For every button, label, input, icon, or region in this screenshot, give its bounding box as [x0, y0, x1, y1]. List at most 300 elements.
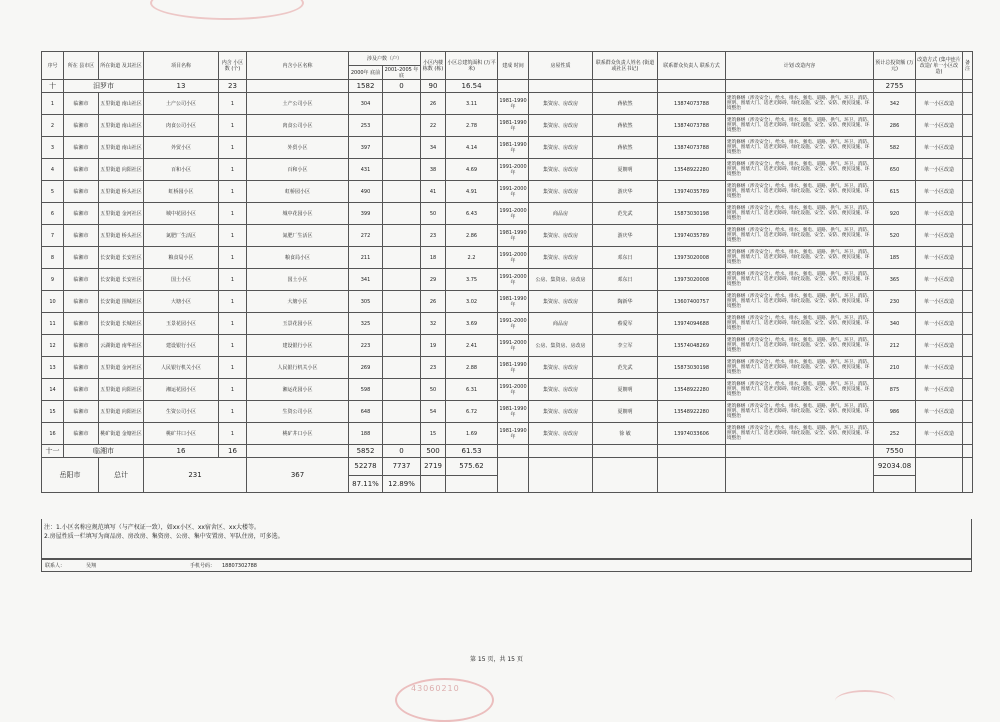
row-city: 临湘市 — [64, 93, 99, 115]
row-project: 肉食公司小区 — [144, 115, 219, 137]
row-type: 集资房、房改房 — [529, 115, 593, 137]
row-type: 商品房 — [529, 313, 593, 335]
row-h2000: 253 — [349, 115, 383, 137]
row-contact-phone: 13973020008 — [658, 247, 726, 269]
row-buildings: 22 — [421, 115, 446, 137]
row-mode: 单一小区改造 — [916, 225, 963, 247]
total-city: 岳阳市 — [42, 458, 99, 493]
row-seq: 6 — [42, 203, 64, 225]
row-project: 玉景花园小区 — [144, 313, 219, 335]
row-invest: 615 — [874, 181, 916, 203]
row-street: 五里街道 南山社区 — [99, 93, 144, 115]
row-h2001 — [383, 313, 421, 335]
row-area: 2.2 — [446, 247, 498, 269]
row-h2001 — [383, 137, 421, 159]
row-project: 生资公司小区 — [144, 401, 219, 423]
row-count: 1 — [219, 313, 247, 335]
page-number: 第 15 页，共 15 页 — [470, 656, 523, 663]
row-subname: 大塘小区 — [247, 291, 349, 313]
row-buildings: 50 — [421, 379, 446, 401]
contact-phone-label: 手机号码： — [190, 563, 216, 569]
row-contact-name: 李立军 — [593, 335, 658, 357]
total-count: 231 — [144, 458, 247, 493]
row-remark — [963, 313, 973, 335]
row-contact-phone: 13874073788 — [658, 93, 726, 115]
row-seq: 10 — [42, 291, 64, 313]
col-invest: 预计总投资额 (万元) — [874, 52, 916, 80]
row-remark — [963, 291, 973, 313]
row-mode: 单一小区改造 — [916, 291, 963, 313]
total-label: 总计 — [99, 458, 144, 493]
row-mode: 单一小区改造 — [916, 401, 963, 423]
row-invest: 920 — [874, 203, 916, 225]
row-plan: 建筑修缮（涉及安全）、给水、排水、强电、道路、供气、环卫、消防、照明、围墙大门、适老无障碍、绿化设施、安全、安防、便民设施、环境整治 — [726, 313, 874, 335]
row-buildings: 29 — [421, 269, 446, 291]
col-remark: 备注 — [963, 52, 973, 80]
row-contact-name: 蔡爱军 — [593, 313, 658, 335]
row-project: 氮肥厂生活区 — [144, 225, 219, 247]
header-row — [42, 52, 973, 66]
row-year: 1991-2000 年 — [498, 203, 529, 225]
row-plan: 建筑修缮（涉及安全）、给水、排水、强电、道路、供气、环卫、消防、照明、围墙大门、适老无障碍、绿化设施、安全、安防、便民设施、环境整治 — [726, 401, 874, 423]
table-row — [42, 379, 973, 401]
total-area: 575.62 — [446, 458, 498, 476]
contact-phone: 18807302788 — [222, 563, 257, 569]
table-row — [42, 115, 973, 137]
notes — [41, 519, 972, 559]
row-h2001 — [383, 247, 421, 269]
row-h2000: 341 — [349, 269, 383, 291]
row-area: 3.02 — [446, 291, 498, 313]
row-invest: 520 — [874, 225, 916, 247]
row-street: 五里街道 金河社区 — [99, 203, 144, 225]
row-city: 临湘市 — [64, 203, 99, 225]
row-count: 1 — [219, 357, 247, 379]
row-buildings: 15 — [421, 423, 446, 445]
table-row — [42, 225, 973, 247]
contact-row — [41, 559, 972, 572]
row-contact-name: 蒋依然 — [593, 115, 658, 137]
section-count: 13 — [144, 80, 219, 93]
row-project: 粮食局小区 — [144, 247, 219, 269]
col-city: 所在 县市区 — [64, 52, 99, 80]
section-area: 61.53 — [446, 445, 498, 458]
row-remark — [963, 335, 973, 357]
col-contact-name: 联系群众负责人姓名 (街道或社区书记) — [593, 52, 658, 80]
row-remark — [963, 159, 973, 181]
row-h2000: 399 — [349, 203, 383, 225]
row-plan: 建筑修缮（涉及安全）、给水、排水、强电、道路、供气、环卫、消防、照明、围墙大门、适老无障碍、绿化设施、安全、安防、便民设施、环境整治 — [726, 93, 874, 115]
total-percent-2001: 12.89% — [383, 476, 421, 493]
row-invest: 340 — [874, 313, 916, 335]
section-city: 临湘市 — [64, 445, 144, 458]
row-subname: 生资公司小区 — [247, 401, 349, 423]
row-subname: 氮肥厂生活区 — [247, 225, 349, 247]
row-count: 1 — [219, 159, 247, 181]
row-city: 临湘市 — [64, 357, 99, 379]
row-contact-name: 徐 敏 — [593, 423, 658, 445]
row-contact-name: 范先武 — [593, 203, 658, 225]
row-count: 1 — [219, 115, 247, 137]
row-contact-phone: 13548922280 — [658, 401, 726, 423]
row-year: 1981-1990 年 — [498, 291, 529, 313]
row-project: 国土小区 — [144, 269, 219, 291]
row-contact-phone: 13974035789 — [658, 225, 726, 247]
row-contact-name: 邓东日 — [593, 247, 658, 269]
row-buildings: 38 — [421, 159, 446, 181]
row-h2000: 490 — [349, 181, 383, 203]
row-mode: 单一小区改造 — [916, 247, 963, 269]
row-contact-phone: 13974094688 — [658, 313, 726, 335]
row-h2000: 397 — [349, 137, 383, 159]
row-mode: 单一小区改造 — [916, 357, 963, 379]
row-area: 2.41 — [446, 335, 498, 357]
row-h2001 — [383, 115, 421, 137]
row-count: 1 — [219, 291, 247, 313]
row-buildings: 50 — [421, 203, 446, 225]
row-project: 百和小区 — [144, 159, 219, 181]
row-project: 大塘小区 — [144, 291, 219, 313]
row-street: 五里街道 南山社区 — [99, 115, 144, 137]
row-buildings: 26 — [421, 93, 446, 115]
row-contact-phone: 15873030198 — [658, 203, 726, 225]
row-seq: 5 — [42, 181, 64, 203]
row-remark — [963, 357, 973, 379]
row-year: 1991-2000 年 — [498, 379, 529, 401]
table-row — [42, 357, 973, 379]
row-mode: 单一小区改造 — [916, 159, 963, 181]
row-type: 集资房、房改房 — [529, 247, 593, 269]
row-project: 土产公司小区 — [144, 93, 219, 115]
row-area: 3.75 — [446, 269, 498, 291]
row-seq: 11 — [42, 313, 64, 335]
row-contact-name: 蒋依然 — [593, 137, 658, 159]
row-contact-name: 夏朝明 — [593, 401, 658, 423]
seal-stamp-top — [150, 0, 304, 20]
row-street: 长安街道 长安社区 — [99, 269, 144, 291]
row-buildings: 54 — [421, 401, 446, 423]
section-sub: 16 — [219, 445, 247, 458]
row-type: 公房、集资房、房改房 — [529, 335, 593, 357]
col-area: 小区总建筑面积 (万平米) — [446, 52, 498, 80]
section-area: 16.54 — [446, 80, 498, 93]
section-h2000: 1582 — [349, 80, 383, 93]
row-contact-phone: 13973020008 — [658, 269, 726, 291]
row-type: 集资房、房改房 — [529, 93, 593, 115]
col-seq: 序号 — [42, 52, 64, 80]
row-type: 集资房、房改房 — [529, 181, 593, 203]
row-seq: 8 — [42, 247, 64, 269]
col-count: 内含 小区数 (个) — [219, 52, 247, 80]
contact-label: 联系人： — [45, 563, 66, 569]
col-plan: 计划 改造内容 — [726, 52, 874, 80]
row-plan: 建筑修缮（涉及安全）、给水、排水、强电、道路、供气、环卫、消防、照明、围墙大门、适老无障碍、绿化设施、安全、安防、便民设施、环境整治 — [726, 379, 874, 401]
total-row — [42, 458, 973, 476]
row-mode: 单一小区改造 — [916, 335, 963, 357]
row-contact-name: 陶新华 — [593, 291, 658, 313]
row-year: 1981-1990 年 — [498, 225, 529, 247]
row-remark — [963, 93, 973, 115]
row-h2000: 305 — [349, 291, 383, 313]
row-buildings: 23 — [421, 225, 446, 247]
row-contact-name: 夏朝明 — [593, 379, 658, 401]
row-contact-phone: 13574048269 — [658, 335, 726, 357]
row-contact-phone: 13548922280 — [658, 159, 726, 181]
total-invest: 92034.08 — [874, 458, 916, 476]
table-row — [42, 159, 973, 181]
row-subname: 城中花园小区 — [247, 203, 349, 225]
table-row — [42, 423, 973, 445]
row-area: 1.69 — [446, 423, 498, 445]
row-invest: 185 — [874, 247, 916, 269]
row-remark — [963, 225, 973, 247]
col-street: 所在街道 及其社区 — [99, 52, 144, 80]
row-buildings: 26 — [421, 291, 446, 313]
row-year: 1981-1990 年 — [498, 423, 529, 445]
row-buildings: 32 — [421, 313, 446, 335]
row-contact-name: 蒋依然 — [593, 93, 658, 115]
row-subname: 土产公司小区 — [247, 93, 349, 115]
row-street: 五里街道 桥头社区 — [99, 181, 144, 203]
section-h2000: 5852 — [349, 445, 383, 458]
row-h2000: 272 — [349, 225, 383, 247]
row-plan: 建筑修缮（涉及安全）、给水、排水、强电、道路、供气、环卫、消防、照明、围墙大门、适老无障碍、绿化设施、安全、安防、便民设施、环境整治 — [726, 247, 874, 269]
row-plan: 建筑修缮（涉及安全）、给水、排水、强电、道路、供气、环卫、消防、照明、围墙大门、适老无障碍、绿化设施、安全、安防、便民设施、环境整治 — [726, 357, 874, 379]
row-plan: 建筑修缮（涉及安全）、给水、排水、强电、道路、供气、环卫、消防、照明、围墙大门、适老无障碍、绿化设施、安全、安防、便民设施、环境整治 — [726, 335, 874, 357]
row-buildings: 19 — [421, 335, 446, 357]
row-count: 1 — [219, 401, 247, 423]
row-remark — [963, 423, 973, 445]
row-mode: 单一小区改造 — [916, 181, 963, 203]
table-row — [42, 335, 973, 357]
table-row — [42, 137, 973, 159]
row-mode: 单一小区改造 — [916, 203, 963, 225]
row-count: 1 — [219, 379, 247, 401]
seal-stamp-right — [835, 690, 895, 712]
row-contact-name: 游庆华 — [593, 225, 658, 247]
row-city: 临湘市 — [64, 335, 99, 357]
row-invest: 212 — [874, 335, 916, 357]
row-invest: 365 — [874, 269, 916, 291]
col-households: 涉及户数（户） — [349, 52, 421, 66]
row-subname: 外贸小区 — [247, 137, 349, 159]
row-street: 五里街道 向阳社区 — [99, 401, 144, 423]
row-type: 集资房、房改房 — [529, 423, 593, 445]
row-type: 集资房、房改房 — [529, 137, 593, 159]
table-row — [42, 203, 973, 225]
section-buildings: 90 — [421, 80, 446, 93]
section-summary-row — [42, 445, 973, 458]
section-summary-row — [42, 80, 973, 93]
row-project: 人民银行机关小区 — [144, 357, 219, 379]
row-invest: 342 — [874, 93, 916, 115]
row-h2000: 188 — [349, 423, 383, 445]
row-remark — [963, 379, 973, 401]
row-contact-phone: 13874073788 — [658, 137, 726, 159]
row-year: 1991-2000 年 — [498, 335, 529, 357]
row-seq: 9 — [42, 269, 64, 291]
row-project: 城中花园小区 — [144, 203, 219, 225]
row-type: 公房、集资房、房改房 — [529, 269, 593, 291]
row-count: 1 — [219, 203, 247, 225]
row-project: 虹桥园小区 — [144, 181, 219, 203]
row-remark — [963, 203, 973, 225]
row-seq: 15 — [42, 401, 64, 423]
row-subname: 肉食公司小区 — [247, 115, 349, 137]
row-subname: 玉景花园小区 — [247, 313, 349, 335]
row-h2000: 598 — [349, 379, 383, 401]
row-area: 2.78 — [446, 115, 498, 137]
row-subname: 虹桥园小区 — [247, 181, 349, 203]
row-subname: 建设银行小区 — [247, 335, 349, 357]
total-sub: 367 — [247, 458, 349, 493]
row-area: 6.72 — [446, 401, 498, 423]
total-h2001: 7737 — [383, 458, 421, 476]
row-seq: 14 — [42, 379, 64, 401]
row-subname: 粮食局小区 — [247, 247, 349, 269]
table-row — [42, 93, 973, 115]
row-h2001 — [383, 401, 421, 423]
row-type: 集资房、房改房 — [529, 225, 593, 247]
row-h2001 — [383, 159, 421, 181]
note-line-2: 2.房屋性质一栏填写为商品房、房改房、集资房、公房、集中安置房、军队住房，可多选。 — [44, 533, 284, 540]
row-mode: 单一小区改造 — [916, 313, 963, 335]
row-h2000: 431 — [349, 159, 383, 181]
row-subname: 人民银行机关小区 — [247, 357, 349, 379]
row-project: 桃矿井口小区 — [144, 423, 219, 445]
row-street: 长安街道 长安社区 — [99, 247, 144, 269]
row-seq: 4 — [42, 159, 64, 181]
row-city: 临湘市 — [64, 401, 99, 423]
row-mode: 单一小区改造 — [916, 269, 963, 291]
row-subname: 桃矿井口小区 — [247, 423, 349, 445]
row-h2001 — [383, 225, 421, 247]
row-street: 长安街道 围城社区 — [99, 291, 144, 313]
total-h2000: 52278 — [349, 458, 383, 476]
table-row — [42, 401, 973, 423]
row-type: 商品房 — [529, 203, 593, 225]
row-contact-phone: 13974033606 — [658, 423, 726, 445]
section-index: 十 — [42, 80, 64, 93]
row-area: 4.91 — [446, 181, 498, 203]
row-street: 桃矿街道 金塘社区 — [99, 423, 144, 445]
row-count: 1 — [219, 181, 247, 203]
row-project: 湘运花园小区 — [144, 379, 219, 401]
row-project: 建设银行小区 — [144, 335, 219, 357]
row-seq: 7 — [42, 225, 64, 247]
row-subname: 湘运花园小区 — [247, 379, 349, 401]
row-contact-name: 范先武 — [593, 357, 658, 379]
row-invest: 286 — [874, 115, 916, 137]
total-buildings: 2719 — [421, 458, 446, 476]
row-h2000: 269 — [349, 357, 383, 379]
table-row — [42, 291, 973, 313]
row-remark — [963, 115, 973, 137]
seal-stamp-text: 43060210 — [411, 684, 460, 693]
col-year: 建成 时间 — [498, 52, 529, 80]
row-h2000: 223 — [349, 335, 383, 357]
row-contact-phone: 13874073788 — [658, 115, 726, 137]
section-sub: 23 — [219, 80, 247, 93]
row-street: 五里街道 桥头社区 — [99, 225, 144, 247]
row-seq: 3 — [42, 137, 64, 159]
row-seq: 1 — [42, 93, 64, 115]
table-row — [42, 247, 973, 269]
row-plan: 建筑修缮（涉及安全）、给水、排水、强电、道路、供气、环卫、消防、照明、围墙大门、适老无障碍、绿化设施、安全、安防、便民设施、环境整治 — [726, 159, 874, 181]
renovation-table — [41, 51, 973, 493]
row-mode: 单一小区改造 — [916, 93, 963, 115]
total-percent-2000: 87.11% — [349, 476, 383, 493]
section-buildings: 500 — [421, 445, 446, 458]
row-plan: 建筑修缮（涉及安全）、给水、排水、强电、道路、供气、环卫、消防、照明、围墙大门、适老无障碍、绿化设施、安全、安防、便民设施、环境整治 — [726, 291, 874, 313]
row-seq: 12 — [42, 335, 64, 357]
section-h2001: 0 — [383, 445, 421, 458]
row-year: 1981-1990 年 — [498, 357, 529, 379]
note-line-1: 注：1.小区名称应规范填写（与产权证一致），如xx小区、xx宿舍区、xx大楼等。 — [44, 524, 261, 531]
table-row — [42, 313, 973, 335]
col-buildings: 小区内楼 栋数 (栋) — [421, 52, 446, 80]
row-remark — [963, 401, 973, 423]
row-invest: 875 — [874, 379, 916, 401]
row-city: 临湘市 — [64, 423, 99, 445]
row-mode: 单一小区改造 — [916, 423, 963, 445]
row-count: 1 — [219, 269, 247, 291]
row-type: 集资房、房改房 — [529, 291, 593, 313]
row-count: 1 — [219, 423, 247, 445]
row-mode: 单一小区改造 — [916, 379, 963, 401]
row-city: 临湘市 — [64, 159, 99, 181]
row-year: 1991-2000 年 — [498, 269, 529, 291]
row-type: 集资房、房改房 — [529, 357, 593, 379]
row-contact-name: 夏朝明 — [593, 159, 658, 181]
row-buildings: 41 — [421, 181, 446, 203]
row-h2001 — [383, 269, 421, 291]
row-mode: 单一小区改造 — [916, 137, 963, 159]
row-street: 五里街道 向阳社区 — [99, 159, 144, 181]
row-subname: 百和小区 — [247, 159, 349, 181]
row-h2001 — [383, 379, 421, 401]
section-invest: 7550 — [874, 445, 916, 458]
row-buildings: 34 — [421, 137, 446, 159]
row-city: 临湘市 — [64, 291, 99, 313]
row-area: 3.69 — [446, 313, 498, 335]
row-street: 长安街道 长城社区 — [99, 313, 144, 335]
row-count: 1 — [219, 137, 247, 159]
row-plan: 建筑修缮（涉及安全）、给水、排水、强电、道路、供气、环卫、消防、照明、围墙大门、适老无障碍、绿化设施、安全、安防、便民设施、环境整治 — [726, 225, 874, 247]
row-remark — [963, 269, 973, 291]
row-seq: 2 — [42, 115, 64, 137]
section-index: 十一 — [42, 445, 64, 458]
row-street: 云湖街道 南华社区 — [99, 335, 144, 357]
row-remark — [963, 137, 973, 159]
row-mode: 单一小区改造 — [916, 115, 963, 137]
row-h2001 — [383, 181, 421, 203]
section-invest: 2755 — [874, 80, 916, 93]
section-count: 16 — [144, 445, 219, 458]
row-plan: 建筑修缮（涉及安全）、给水、排水、强电、道路、供气、环卫、消防、照明、围墙大门、适老无障碍、绿化设施、安全、安防、便民设施、环境整治 — [726, 423, 874, 445]
row-area: 6.43 — [446, 203, 498, 225]
row-plan: 建筑修缮（涉及安全）、给水、排水、强电、道路、供气、环卫、消防、照明、围墙大门、适老无障碍、绿化设施、安全、安防、便民设施、环境整治 — [726, 181, 874, 203]
row-area: 4.14 — [446, 137, 498, 159]
row-city: 临湘市 — [64, 247, 99, 269]
row-type: 集资房、房改房 — [529, 159, 593, 181]
row-type: 集资房、房改房 — [529, 379, 593, 401]
row-subname: 国土小区 — [247, 269, 349, 291]
row-h2000: 325 — [349, 313, 383, 335]
row-buildings: 18 — [421, 247, 446, 269]
row-h2001 — [383, 93, 421, 115]
row-year: 1991-2000 年 — [498, 181, 529, 203]
